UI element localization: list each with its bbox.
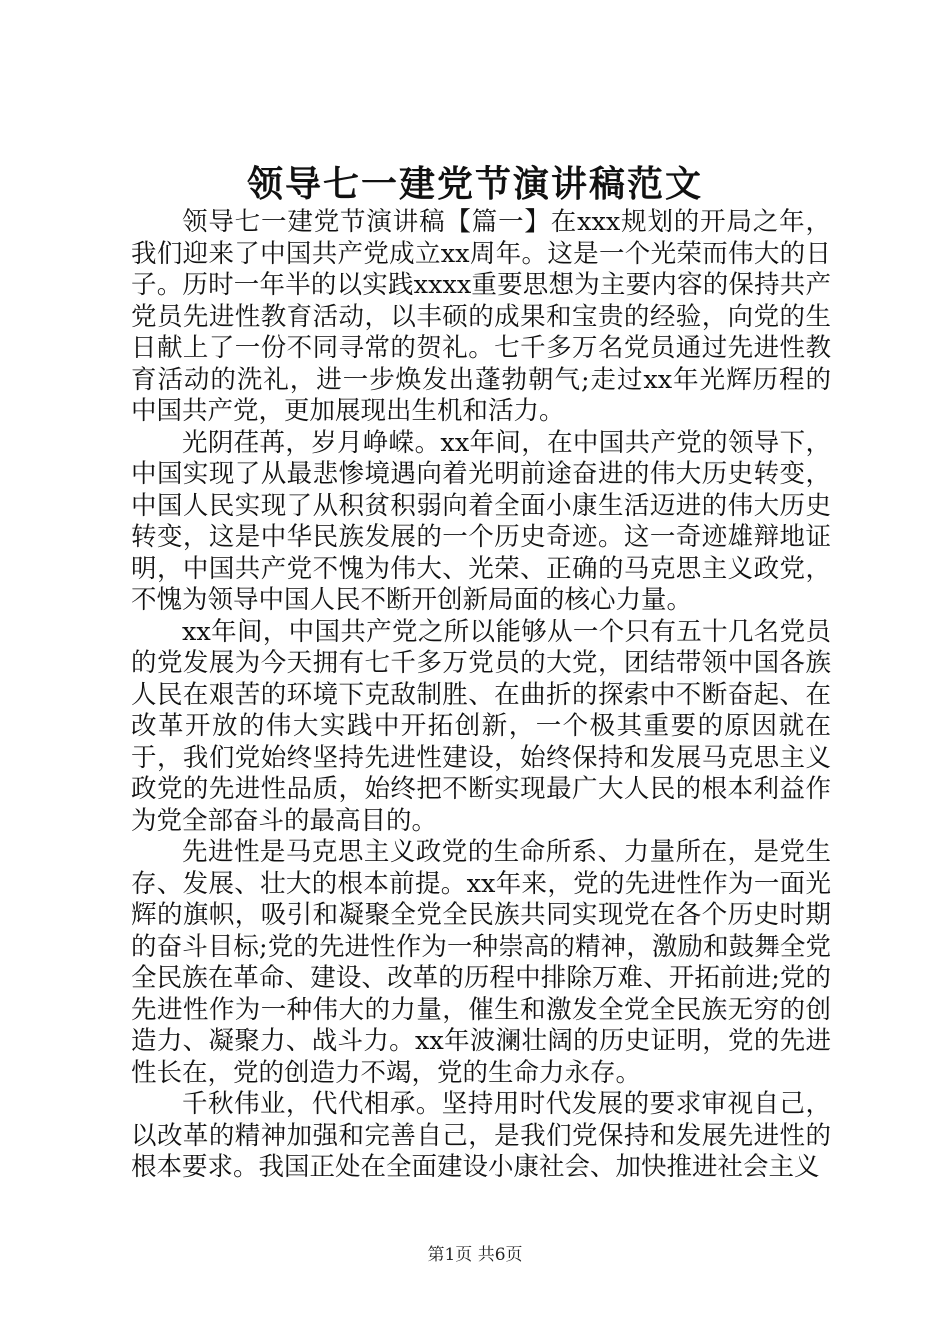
paragraph-5: 千秋伟业，代代相承。坚持用时代发展的要求审视自己，以改革的精神加强和完善自己，是我们党保持和发展先进性的根本要求。我国正处在全面建设小康社会、加快推进社会主义 (131, 1089, 831, 1182)
paragraph-3: xx年间，中国共产党之所以能够从一个只有五十几名党员的党发展为今天拥有七千多万党员的大党，团结带领中国各族人民在艰苦的环境下克敌制胜、在曲折的探索中不断奋起、在改革开放的伟大实践中开拓创新，一个极其重要的原因就在于，我们党始终坚持先进性建设，始终保持和发展马克思主义政党的先进性品质，始终把不断实现最广大人民的根本利益作为党全部奋斗的最高目的。 (131, 616, 831, 836)
document-body (131, 207, 831, 1184)
paragraph-2: 光阴荏苒，岁月峥嵘。xx年间，在中国共产党的领导下，中国实现了从最悲惨境遇向着光明前途奋进的伟大历史转变，中国人民实现了从积贫积弱向着全面小康生活迈进的伟大历史转变，这是中华民族发展的一个历史奇迹。这一奇迹雄辩地证明，中国共产党不愧为伟大、光荣、正确的马克思主义政党，不愧为领导中国人民不断开创新局面的核心力量。 (131, 427, 831, 615)
paragraph-1: 领导七一建党节演讲稿【篇一】在xxx规划的开局之年，我们迎来了中国共产党成立xx周年。这是一个光荣而伟大的日子。历时一年半的以实践xxxx重要思想为主要内容的保持共产党员先进性教育活动，以丰硕的成果和宝贵的经验，向党的生日献上了一份不同寻常的贺礼。七千多万名党员通过先进性教育活动的洗礼，进一步焕发出蓬勃朝气;走过xx年光辉历程的中国共产党，更加展现出生机和活力。 (131, 207, 831, 426)
page-footer: 第1页 共6页 (427, 1245, 523, 1265)
page-title: 领导七一建党节演讲稿范文 (246, 163, 703, 205)
paragraph-4: 先进性是马克思主义政党的生命所系、力量所在，是党生存、发展、壮大的根本前提。xx年来，党的先进性作为一面光辉的旗帜，吸引和凝聚全党全民族共同实现党在各个历史时期的奋斗目标;党的先进性作为一种崇高的精神，激励和鼓舞全党全民族在革命、建设、改革的历程中排除万难、开拓前进;党的先进性作为一种伟大的力量，催生和激发全党全民族无穷的创造力、凝聚力、战斗力。xx年波澜壮阔的历史证明，党的先进性长在，党的创造力不竭，党的生命力永存。 (131, 837, 831, 1088)
